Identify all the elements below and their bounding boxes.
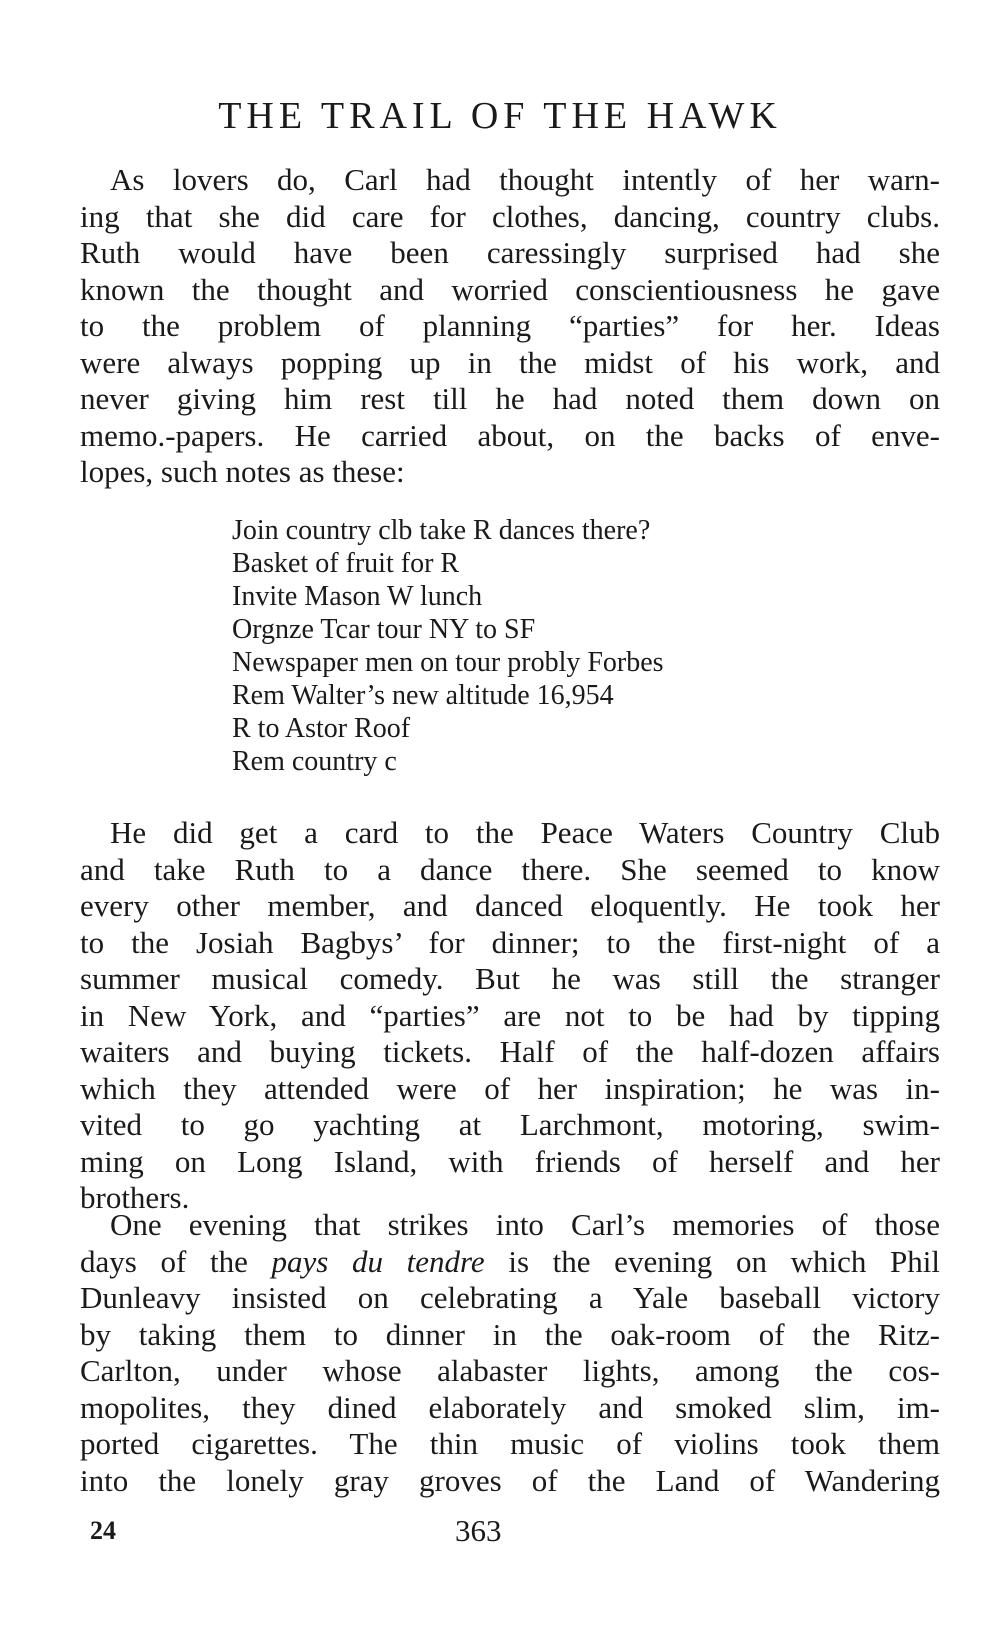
text-line: into the lonely gray groves of the Land of Wandering — [80, 1462, 940, 1498]
text-line: by taking them to dinner in the oak-room of the Ritz- — [80, 1316, 940, 1352]
note-item: Invite Mason W lunch — [232, 581, 483, 612]
note-item: Join country clb take R dances there? — [232, 515, 651, 546]
text-run: days of the — [80, 1243, 272, 1279]
text-line: never giving him rest till he had noted them down on — [80, 381, 940, 416]
text-line: ported cigarettes. The thin music of violins took them — [80, 1426, 940, 1461]
text-line: summer musical comedy. But he was still the stranger — [80, 961, 940, 996]
paragraph-2 — [80, 815, 940, 1217]
note-item: R to Astor Roof — [232, 713, 411, 744]
text-line: memo.-papers. He carried about, on the backs of enve- — [80, 417, 940, 453]
text-line: vited to go yachting at Larchmont, motoring, swim- — [80, 1107, 940, 1142]
text-line: As lovers do, Carl had thought intently of her warn- — [110, 162, 940, 197]
text-line: lopes, such notes as these: — [80, 454, 405, 489]
text-line: Dunleavy insisted on celebrating a Yale baseball victory — [80, 1280, 940, 1315]
note-item: Basket of fruit for R — [232, 548, 460, 579]
text-line: He did get a card to the Peace Waters Country Club — [110, 815, 940, 850]
text-line: which they attended were of her inspiration; he was in- — [80, 1070, 940, 1106]
text-line: known the thought and worried conscientiousness he gave — [80, 271, 940, 307]
text-line: ming on Long Island, with friends of herself and her — [80, 1143, 940, 1179]
text-line: every other member, and danced eloquently. He took her — [80, 888, 940, 923]
text-line: to the problem of planning “parties” for her. Ideas — [80, 308, 940, 343]
text-run: is the evening on which Phil — [484, 1243, 940, 1279]
text-line: waiters and buying tickets. Half of the half-dozen affairs — [80, 1034, 940, 1069]
text-line: One evening that strikes into Carl’s memories of those — [110, 1207, 940, 1242]
italic-phrase: pays du tendre — [271, 1243, 485, 1279]
text-line: and take Ruth to a dance there. She seemed to know — [80, 851, 940, 887]
note-item: Rem Walter’s new altitude 16,954 — [232, 680, 614, 711]
text-line: Ruth would have been caressingly surprised had she — [80, 235, 940, 270]
text-line: mopolites, they dined elaborately and smoked slim, im- — [80, 1389, 940, 1425]
text-line: to the Josiah Bagbys’ for dinner; to the first-night of a — [80, 924, 940, 960]
text-line: brothers. — [80, 1180, 190, 1215]
text-line-with-italic — [80, 1244, 940, 1281]
text-line: ing that she did care for clothes, dancing, country clubs. — [80, 198, 940, 234]
page-number: 363 — [455, 1513, 502, 1548]
envelope-notes-list — [232, 514, 664, 778]
paragraph-1 — [80, 162, 940, 491]
paragraph-3 — [80, 1207, 940, 1499]
running-head: THE TRAIL OF THE HAWK — [218, 95, 782, 137]
text-line: in New York, and “parties” are not to be had by tipping — [80, 997, 940, 1033]
signature-mark: 24 — [90, 1516, 116, 1545]
note-item: Newspaper men on tour probly Forbes — [232, 647, 664, 678]
note-item: Orgnze Tcar tour NY to SF — [232, 614, 536, 645]
text-line: Carlton, under whose alabaster lights, among the cos- — [80, 1353, 940, 1388]
text-line: were always popping up in the midst of his work, and — [80, 344, 940, 380]
note-item: Rem country c — [232, 746, 397, 777]
